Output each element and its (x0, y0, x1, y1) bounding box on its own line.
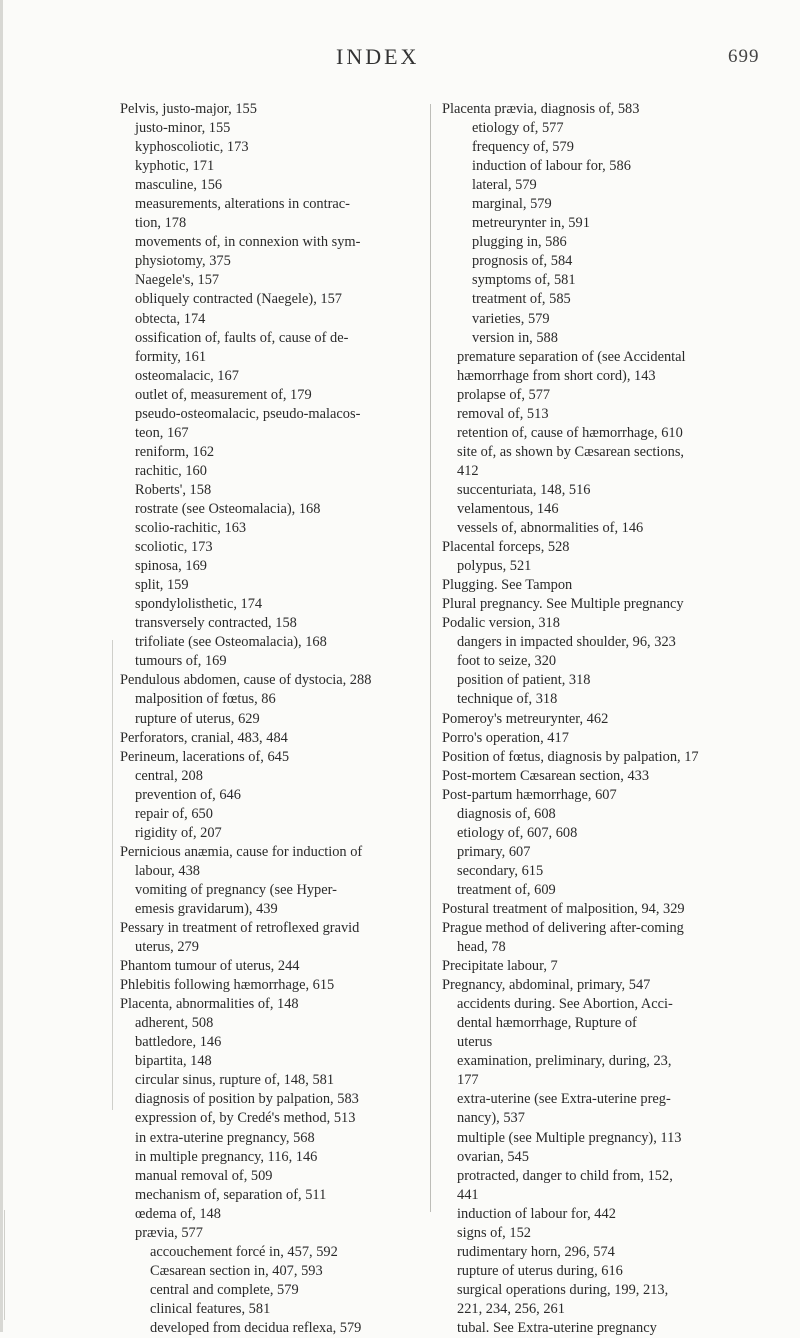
index-entry: tumours of, 169 (135, 653, 227, 670)
index-entry: secondary, 615 (457, 862, 544, 879)
index-entry: outlet of, measurement of, 179 (135, 386, 312, 403)
index-entry: Podalic version, 318 (442, 615, 560, 632)
index-entry: metreurynter in, 591 (472, 215, 590, 232)
index-entry: rupture of uterus during, 616 (457, 1262, 623, 1279)
index-entry: measurements, alterations in contrac- (135, 196, 350, 213)
index-entry: plugging in, 586 (472, 234, 567, 251)
index-entry: retention of, cause of hæmorrhage, 610 (457, 424, 683, 441)
index-entry: frequency of, 579 (472, 139, 574, 156)
index-entry: Placenta, abnormalities of, 148 (120, 996, 299, 1013)
index-entry: masculine, 156 (135, 177, 223, 194)
index-entry: transversely contracted, 158 (135, 615, 297, 632)
index-entry: scolio-rachitic, 163 (135, 520, 247, 537)
index-entry: diagnosis of, 608 (457, 805, 556, 822)
index-entry: labour, 438 (135, 862, 200, 879)
index-entry: examination, preliminary, during, 23, (457, 1053, 672, 1070)
index-entry: removal of, 513 (457, 405, 549, 422)
index-entry: kyphoscoliotic, 173 (135, 139, 249, 156)
index-entry: etiology of, 607, 608 (457, 824, 578, 841)
index-entry: symptoms of, 581 (472, 272, 576, 289)
right-index-column (442, 100, 742, 1338)
index-entry: hæmorrhage from short cord), 143 (457, 367, 656, 384)
index-entry: Phantom tumour of uterus, 244 (120, 958, 300, 975)
index-entry: treatment of, 609 (457, 881, 556, 898)
index-entry: vomiting of pregnancy (see Hyper- (135, 881, 337, 898)
index-entry: bipartita, 148 (135, 1053, 212, 1070)
index-entry: 221, 234, 256, 261 (457, 1300, 565, 1317)
index-entry: expression of, by Credé's method, 513 (135, 1110, 356, 1127)
index-entry: varieties, 579 (472, 310, 550, 327)
index-entry: multiple (see Multiple pregnancy), 113 (457, 1129, 682, 1146)
index-entry: osteomalacic, 167 (135, 367, 239, 384)
index-entry: scoliotic, 173 (135, 539, 213, 556)
index-entry: foot to seize, 320 (457, 653, 557, 670)
index-entry: primary, 607 (457, 843, 531, 860)
index-entry: polypus, 521 (457, 558, 532, 575)
index-entry: head, 78 (457, 939, 506, 956)
index-entry: technique of, 318 (457, 691, 558, 708)
index-entry: succenturiata, 148, 516 (457, 481, 591, 498)
index-entry: Phlebitis following hæmorrhage, 615 (120, 977, 335, 994)
index-entry: version in, 588 (472, 329, 558, 346)
index-entry: split, 159 (135, 577, 189, 594)
index-entry: dangers in impacted shoulder, 96, 323 (457, 634, 676, 651)
index-entry: obliquely contracted (Naegele), 157 (135, 291, 342, 308)
index-entry: tubal. See Extra-uterine pregnancy (457, 1320, 657, 1336)
index-entry: marginal, 579 (472, 196, 552, 213)
index-entry: adherent, 508 (135, 1015, 214, 1032)
index-entry: treatment of, 585 (472, 291, 571, 308)
index-entry: Pregnancy, abdominal, primary, 547 (442, 977, 651, 994)
index-entry: prevention of, 646 (135, 786, 241, 803)
index-entry: justo-minor, 155 (135, 120, 231, 137)
index-entry: Pomeroy's metreurynter, 462 (442, 710, 609, 727)
index-entry: prævia, 577 (135, 1224, 203, 1241)
index-entry: Naegele's, 157 (135, 272, 220, 289)
index-entry: Precipitate labour, 7 (442, 958, 558, 975)
page-header (0, 44, 800, 74)
index-entry: teon, 167 (135, 424, 189, 441)
index-entry: physiotomy, 375 (135, 253, 231, 270)
index-entry: Plugging. See Tampon (442, 577, 573, 594)
index-entry: emesis gravidarum), 439 (135, 900, 278, 917)
index-entry: manual removal of, 509 (135, 1167, 273, 1184)
index-entry: uterus (457, 1034, 493, 1051)
index-entry: spondylolisthetic, 174 (135, 596, 263, 613)
index-entry: mechanism of, separation of, 511 (135, 1186, 327, 1203)
index-entry: Pessary in treatment of retroflexed gravid (120, 920, 360, 937)
index-entry: prolapse of, 577 (457, 386, 551, 403)
index-entry: obtecta, 174 (135, 310, 206, 327)
index-entry: position of patient, 318 (457, 672, 591, 689)
page-edge (0, 0, 3, 1332)
index-entry: movements of, in connexion with sym- (135, 234, 361, 251)
index-entry: uterus, 279 (135, 939, 199, 956)
index-entry: ossification of, faults of, cause of de- (135, 329, 349, 346)
index-entry: reniform, 162 (135, 443, 215, 460)
index-entry: rupture of uterus, 629 (135, 710, 260, 727)
index-entry: lateral, 579 (472, 177, 537, 194)
index-entry: Porro's operation, 417 (442, 729, 569, 746)
index-entry: etiology of, 577 (472, 120, 564, 137)
index-entry: Post-mortem Cæsarean section, 433 (442, 767, 650, 784)
index-entry: Placenta prævia, diagnosis of, 583 (442, 101, 640, 117)
index-entry: signs of, 152 (457, 1224, 531, 1241)
index-entry: Prague method of delivering after-coming (442, 920, 684, 937)
index-entry: velamentous, 146 (457, 500, 559, 517)
index-entry: rigidity of, 207 (135, 824, 222, 841)
index-entry: diagnosis of position by palpation, 583 (135, 1091, 359, 1108)
index-entry: induction of labour for, 442 (457, 1205, 616, 1222)
index-entry: clinical features, 581 (150, 1300, 271, 1317)
index-entry: Roberts', 158 (135, 481, 212, 498)
index-entry: Pendulous abdomen, cause of dystocia, 288 (120, 672, 372, 689)
column-divider (430, 104, 431, 1212)
index-entry: developed from decidua reflexa, 579 (150, 1320, 362, 1336)
index-entry: premature separation of (see Accidental (457, 348, 686, 365)
index-entry: œdema of, 148 (135, 1205, 221, 1222)
index-entry: Position of fœtus, diagnosis by palpation, 17 (442, 748, 699, 765)
index-entry: pseudo-osteomalacic, pseudo-malacos- (135, 405, 361, 422)
index-entry: Cæsarean section in, 407, 593 (150, 1262, 323, 1279)
index-entry: kyphotic, 171 (135, 158, 215, 175)
index-entry: in multiple pregnancy, 116, 146 (135, 1148, 318, 1165)
index-entry: tion, 178 (135, 215, 187, 232)
index-entry: rachitic, 160 (135, 462, 207, 479)
index-entry: prognosis of, 584 (472, 253, 573, 270)
index-entry: repair of, 650 (135, 805, 213, 822)
index-entry: Postural treatment of malposition, 94, 329 (442, 900, 685, 917)
index-entry: Perineum, lacerations of, 645 (120, 748, 290, 765)
index-entry: Placental forceps, 528 (442, 539, 570, 556)
scan-artifact-line (4, 1210, 5, 1320)
index-entry: Post-partum hæmorrhage, 607 (442, 786, 617, 803)
index-entry: trifoliate (see Osteomalacia), 168 (135, 634, 327, 651)
index-entry: surgical operations during, 199, 213, (457, 1281, 669, 1298)
index-entry: 177 (457, 1072, 479, 1089)
index-entry: malposition of fœtus, 86 (135, 691, 276, 708)
index-entry: accouchement forcé in, 457, 592 (150, 1243, 338, 1260)
index-entry: induction of labour for, 586 (472, 158, 631, 175)
index-entry: 441 (457, 1186, 479, 1203)
index-entry: battledore, 146 (135, 1034, 222, 1051)
index-entry: extra-uterine (see Extra-uterine preg- (457, 1091, 671, 1108)
index-entry: dental hæmorrhage, Rupture of (457, 1015, 637, 1032)
index-entry: protracted, danger to child from, 152, (457, 1167, 673, 1184)
index-entry: 412 (457, 462, 479, 479)
left-index-column (120, 100, 420, 1338)
index-entry: nancy), 537 (457, 1110, 525, 1127)
index-entry: Plural pregnancy. See Multiple pregnancy (442, 596, 684, 613)
index-entry: ovarian, 545 (457, 1148, 529, 1165)
index-entry: rudimentary horn, 296, 574 (457, 1243, 615, 1260)
index-entry: site of, as shown by Cæsarean sections, (457, 443, 685, 460)
index-entry: central and complete, 579 (150, 1281, 299, 1298)
index-entry: rostrate (see Osteomalacia), 168 (135, 500, 321, 517)
index-entry: formity, 161 (135, 348, 207, 365)
index-entry: Pernicious anæmia, cause for induction of (120, 843, 363, 860)
page-title: INDEX (336, 44, 420, 69)
scan-artifact-line (112, 640, 113, 1110)
index-entry: Perforators, cranial, 483, 484 (120, 729, 288, 746)
index-entry: vessels of, abnormalities of, 146 (457, 520, 644, 537)
index-entry: Pelvis, justo-major, 155 (120, 101, 257, 117)
page-number: 699 (728, 46, 760, 67)
index-entry: in extra-uterine pregnancy, 568 (135, 1129, 315, 1146)
index-entry: circular sinus, rupture of, 148, 581 (135, 1072, 335, 1089)
index-entry: spinosa, 169 (135, 558, 207, 575)
index-entry: central, 208 (135, 767, 203, 784)
index-entry: accidents during. See Abortion, Acci- (457, 996, 673, 1013)
